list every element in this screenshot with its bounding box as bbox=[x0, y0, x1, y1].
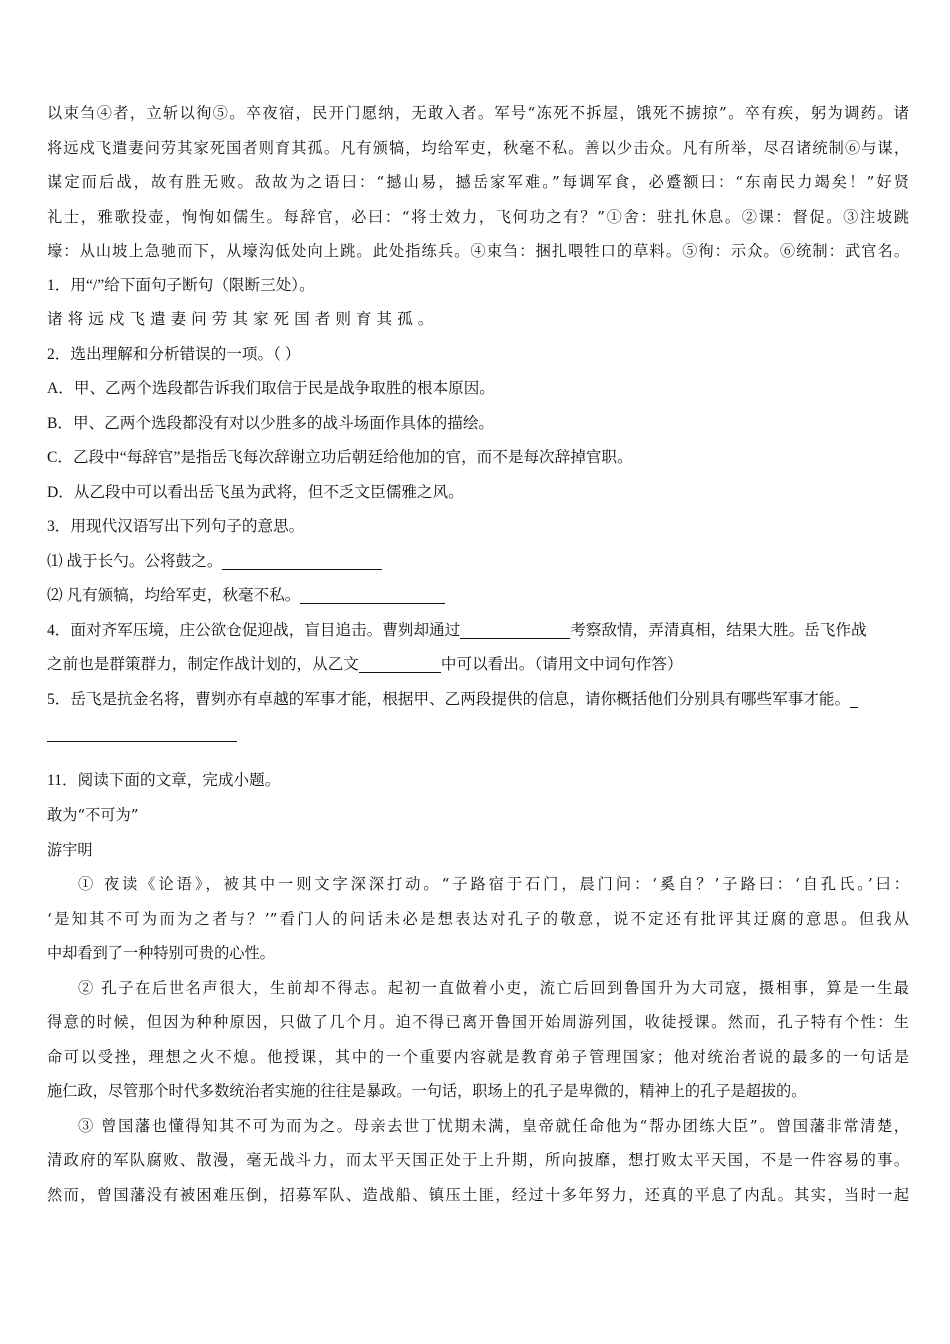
article-line: 然而，曾国藩没有被困难压倒，招募军队、造战船、镇压土匪，经过十多年努力，还真的平息了内乱。其实，当时一起 bbox=[47, 1185, 909, 1204]
question-3-item-1 bbox=[47, 545, 909, 580]
answer-blank[interactable] bbox=[359, 654, 441, 673]
question-5-text: 5．岳飞是抗金名将，曹刿亦有卓越的军事才能，根据甲、乙两段提供的信息，请你概括他们分别具有哪些军事才能。 bbox=[47, 690, 851, 708]
article-line: ‘是知其不可为而为之者与？’”看门人的问话未必是想表达对孔子的敬意，说不定还有批评其迂腐的意思。但我从 bbox=[47, 909, 909, 928]
article-paragraph-2 bbox=[47, 971, 909, 1109]
article-line: 命可以受挫，理想之火不熄。他授课，其中的一个重要内容就是教育弟子管理国家；他对统治者说的最多的一句话是 bbox=[47, 1047, 909, 1066]
article-line: ② 孔子在后世名声很大，生前却不得志。起初一直做着小吏，流亡后回到鲁国升为大司寇，摄相事，算是一生最 bbox=[78, 978, 909, 997]
passage-line: 将远戍飞遣妻问劳其家死国者则育其孤。凡有颁犒，均给军吏，秋毫不私。善以少击众。凡有所举，尽召诸统制⑥与谋， bbox=[47, 138, 909, 157]
passage-line: 礼士，雅歌投壶，恂恂如儒生。每辞官，必曰：“将士效力，飞何功之有？”①舍：驻扎休息。②课：督促。③注坡跳 bbox=[47, 207, 909, 226]
exam-page bbox=[47, 96, 909, 1212]
question-3-item-2 bbox=[47, 579, 909, 614]
question-4-text-b: 考察敌情，弄清真相，结果大胜。岳飞作战 bbox=[570, 621, 867, 639]
question-1-prompt: 1．用“/”给下面句子断句（限断三处）。 bbox=[47, 276, 315, 294]
passage-line: 以束刍④者，立斩以徇⑤。卒夜宿，民开门愿纳，无敢入者。军号“冻死不拆屋，饿死不掳掠”。卒有疾，躬为调药。诸 bbox=[47, 104, 909, 122]
question-2-option-b: B．甲、乙两个选段都没有对以少胜多的战斗场面作具体的描绘。 bbox=[47, 414, 495, 432]
article-paragraph-3 bbox=[47, 1109, 909, 1213]
answer-blank[interactable] bbox=[300, 585, 445, 604]
question-2-option-c: C．乙段中“每辞官”是指岳飞每次辞谢立功后朝廷给他加的官，而不是每次辞掉官职。 bbox=[47, 449, 633, 466]
question-3-prompt: 3．用现代汉语写出下列句子的意思。 bbox=[47, 518, 305, 535]
question-4-text-c: 之前也是群策群力，制定作战计划的，从乙文 bbox=[47, 656, 359, 673]
question-2-prompt: 2．选出理解和分析错误的一项。（ ） bbox=[47, 345, 301, 363]
question-5-answer-line bbox=[47, 717, 909, 752]
article-title: 敢为“不可为” bbox=[47, 806, 139, 824]
question-4-text-d: 中可以看出。（请用文中词句作答） bbox=[440, 656, 683, 673]
answer-blank[interactable] bbox=[850, 689, 858, 708]
answer-blank[interactable] bbox=[222, 551, 382, 570]
question-5-prompt bbox=[47, 683, 909, 718]
article-line: ① 夜读《论语》，被其中一则文字深深打动。“子路宿于石门，晨门问：‘奚自？’子路曰：‘自孔氏。’曰： bbox=[78, 875, 909, 893]
answer-blank[interactable] bbox=[47, 723, 237, 742]
question-2-option-d: D．从乙段中可以看出岳飞虽为武将，但不乏文臣儒雅之风。 bbox=[47, 483, 464, 501]
question-3-item-2-text: ⑵ 凡有颁犒，均给军吏，秋毫不私。 bbox=[47, 587, 301, 604]
article-line: 清政府的军队腐败、散漫，毫无战斗力，而太平天国正处于上升期，所向披靡，想打败太平天国，不是一件容易的事。 bbox=[47, 1151, 909, 1169]
answer-blank[interactable] bbox=[460, 620, 570, 639]
article-line: ③ 曾国藩也懂得知其不可为而为之。母亲去世丁忧期未满，皇帝就任命他为“帮办团练大臣”。曾国藩非常清楚， bbox=[78, 1116, 909, 1135]
question-3-item-1-text: ⑴ 战于长勺。公将鼓之。 bbox=[47, 552, 223, 570]
question-4-text-a: 4．面对齐军压境，庄公欲仓促迎战，盲目追击。曹刿却通过 bbox=[47, 621, 461, 639]
article-line: 得意的时候，但因为种种原因，只做了几个月。迫不得已离开鲁国开始周游列国，收徒授课。然而，孔子特有个性：生 bbox=[47, 1013, 909, 1031]
article-paragraph-1 bbox=[47, 867, 909, 971]
passage-b-text bbox=[47, 96, 909, 269]
question-2-option-a: A．甲、乙两个选段都告诉我们取信于民是战争取胜的根本原因。 bbox=[47, 380, 495, 397]
passage-line: 壕：从山坡上急驰而下，从壕沟低处向上跳。此处指练兵。④束刍：捆扎喂牲口的草料。⑤徇：示众。⑥统制：武官名。 bbox=[47, 242, 909, 260]
question-4-line-1 bbox=[47, 614, 909, 649]
passage-line: 谋定而后战，故有胜无败。敌故为之语曰：“撼山易，撼岳家军难。”每调军食，必蹙额曰：“东南民力竭矣！”好贤 bbox=[47, 173, 909, 191]
reading-intro: 11．阅读下面的文章，完成小题。 bbox=[47, 771, 281, 789]
article-author: 游宇明 bbox=[47, 840, 93, 859]
article-line: 中却看到了一种特别可贵的心性。 bbox=[47, 944, 275, 962]
question-4-line-2 bbox=[47, 648, 909, 683]
question-1-sentence: 诸将远戍飞遣妻问劳其家死国者则育其孤。 bbox=[47, 311, 439, 328]
article-line: 施仁政，尽管那个时代多数统治者实施的往往是暴政。一句话，职场上的孔子是卑微的，精神上的孔子是超拔的。 bbox=[47, 1082, 807, 1100]
